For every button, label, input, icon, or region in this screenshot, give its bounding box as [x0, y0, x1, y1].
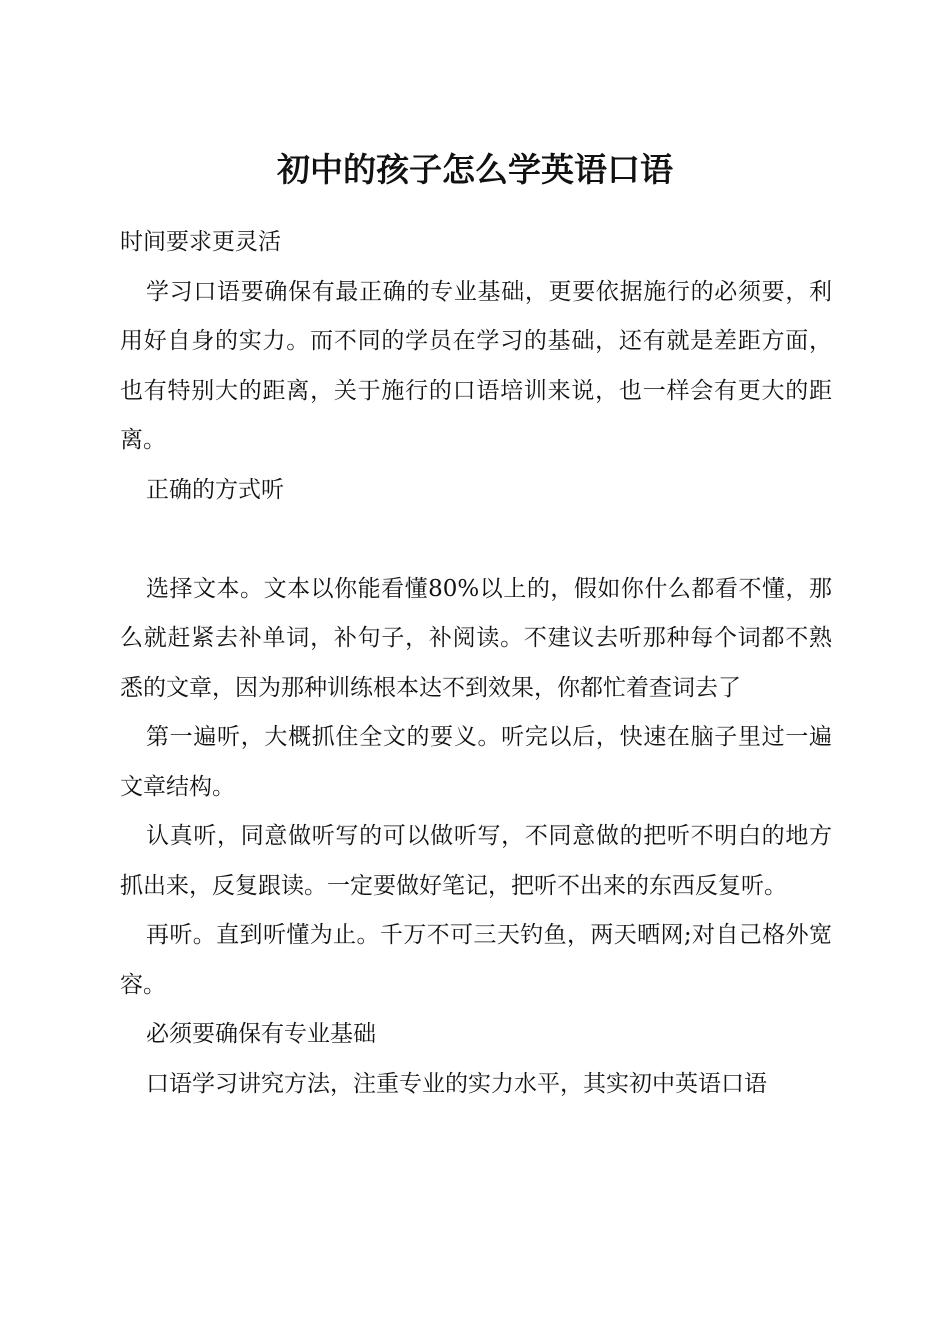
paragraph-listen-again: 再听。直到听懂为止。千万不可三天钓鱼，两天晒网;对自己格外宽容。: [120, 922, 832, 998]
paragraph-careful-listen: 认真听，同意做听写的可以做听写，不同意做的把听不明白的地方抓出来，反复跟读。一定要做好笔记，把听不出来的东西反复听。: [120, 823, 832, 899]
document-title: 初中的孩子怎么学英语口语: [277, 150, 673, 189]
section-heading-flexible-time: 时间要求更灵活: [120, 229, 281, 255]
paragraph-first-listen: 第一遍听，大概抓住全文的要义。听完以后，快速在脑子里过一遍文章结构。: [120, 724, 832, 800]
document-body: [120, 218, 832, 1109]
section-heading-professional-foundation: 必须要确保有专业基础: [146, 1021, 376, 1047]
paragraph-choose-text: 选择文本。文本以你能看懂80%以上的，假如你什么都看不懂，那么就赶紧去补单词，补句子，补阅读。不建议去听那种每个词都不熟悉的文章，因为那种训练根本达不到效果，你都忙着查词去了: [120, 575, 832, 701]
blank-line: [120, 515, 832, 565]
section-heading-correct-listening: 正确的方式听: [146, 476, 284, 503]
paragraph-oral-foundation: 学习口语要确保有最正确的专业基础，更要依据施行的必须要，利用好自身的实力。而不同的学员在学习的基础，还有就是差距方面，也有特别大的距离，关于施行的口语培训来说，也一样会有更大的距离。: [120, 278, 832, 453]
paragraph-oral-method: 口语学习讲究方法，注重专业的实力水平，其实初中英语口语: [146, 1070, 767, 1097]
